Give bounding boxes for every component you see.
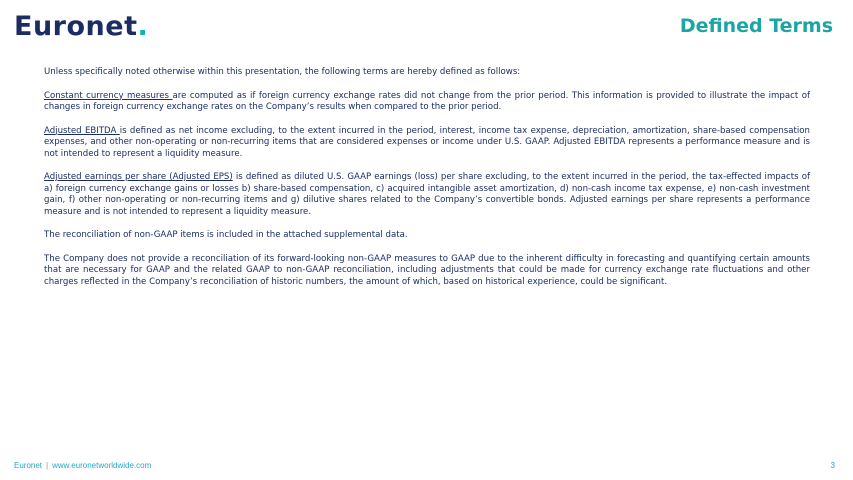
adjusted-ebitda-definition: is defined as net income excluding, to the extent incurred in the period, interest, income tax expense, depreciation, amortization, share-based compensation expenses, and other non-operating or non-recurring items that are considered expenses or income under U.S. GAAP. Adjusted EBITDA represents a performance measure and is not intended to represent a liquidity measure. <box>44 125 810 159</box>
euronet-logo <box>14 10 148 44</box>
footer-separator: | <box>46 461 49 470</box>
adjusted-ebitda-paragraph <box>44 126 810 161</box>
adjusted-eps-paragraph <box>44 172 810 218</box>
reconciliation-paragraph: The reconciliation of non-GAAP items is included in the attached supplemental data. <box>44 230 408 240</box>
footer <box>14 461 151 470</box>
constant-currency-term: Constant currency measures <box>44 90 173 101</box>
constant-currency-paragraph <box>44 91 810 114</box>
intro-paragraph: Unless specifically noted otherwise within this presentation, the following terms are hereby defined as follows: <box>44 67 521 77</box>
adjusted-eps-definition: is defined as diluted U.S. GAAP earnings (loss) per share excluding, to the extent incurred in the period, the tax-effected impacts of a) foreign currency exchange gains or losses b) share-based compensation, c) acquired intangible asset amortization, d) non-cash income tax expense, e) non-cash investment gain, f) other non-operating or non-recurring items and g) dilutive shares related to the Company’s convertible bonds. Adjusted earnings per share represents a performance measure and is not intended to represent a liquidity measure. <box>44 172 810 217</box>
adjusted-eps-term: Adjusted earnings per share (Adjusted EPS) <box>44 172 233 182</box>
logo-text: Euronet <box>14 11 138 42</box>
footer-company: Euronet <box>14 461 43 470</box>
constant-currency-definition: are computed as if foreign currency exchange rates did not change from the prior period. This information is provided to illustrate the impact of changes in foreign currency exchange rates on the Company’s results when compared to the prior period. <box>44 90 811 112</box>
logo-dot: . <box>137 11 149 42</box>
slide-content <box>44 67 810 300</box>
footer-website-link[interactable]: www.euronetworldwide.com <box>52 461 152 470</box>
forward-looking-paragraph: The Company does not provide a reconciliation of its forward-looking non-GAAP measures to GAAP due to the inherent difficulty in forecasting and quantifying certain amounts that are necessary for GAAP and the related GAAP to non-GAAP reconciliation, including adjustments that could be made for currency exchange rate fluctuations and other charges reflected in the Company’s reconciliation of historic numbers, the amount of which, based on historical experience, could be significant. <box>44 253 810 287</box>
page-number: 3 <box>830 461 835 470</box>
adjusted-ebitda-term: Adjusted EBITDA <box>44 125 120 136</box>
page-title: Defined Terms <box>679 15 833 37</box>
